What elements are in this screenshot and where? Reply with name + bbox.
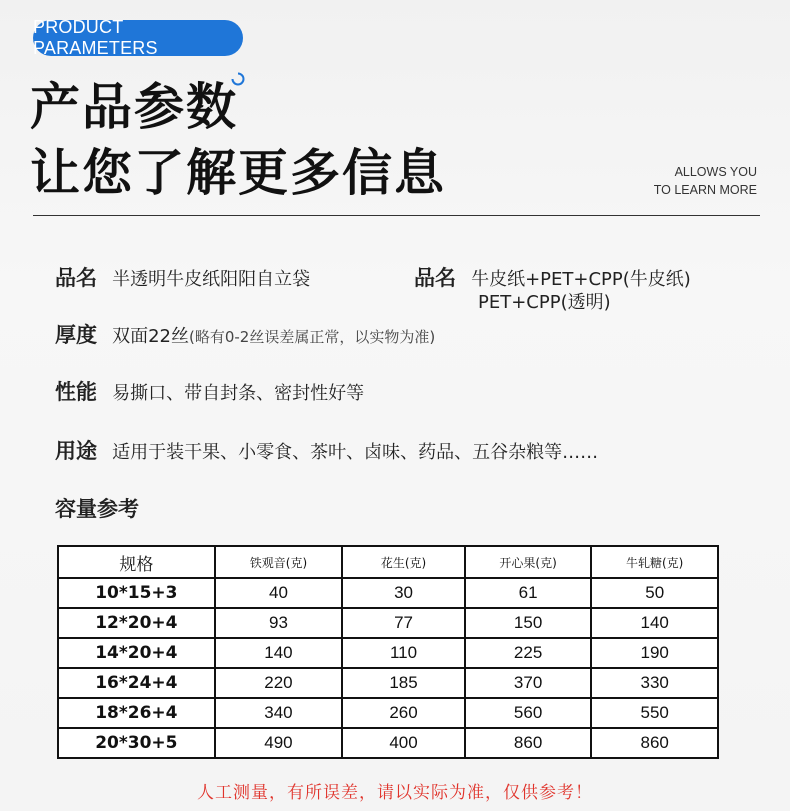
divider [33,215,760,216]
table-cell: 140 [215,638,343,668]
table-header: 规格 [58,546,215,578]
table-cell: 185 [342,668,465,698]
table-header: 花生(克) [342,546,465,578]
side-note-line2: TO LEARN MORE [653,183,757,197]
table-row [58,668,718,698]
table-cell: 10*15+3 [58,578,215,608]
param-performance [55,376,364,406]
table-row [58,728,718,758]
param-name-value: 半透明牛皮纸阳阳自立袋 [112,269,311,290]
table-header: 开心果(克) [465,546,592,578]
table-row [58,638,718,668]
param-thickness [55,319,435,349]
table-header-row [58,546,718,578]
disclaimer-text: 人工测量，有所误差，请以实际为准，仅供参考！ [197,783,593,803]
table-cell: 16*24+4 [58,668,215,698]
table-cell: 12*20+4 [58,608,215,638]
side-note-line1: ALLOWS YOU [674,165,757,179]
table-cell: 400 [342,728,465,758]
table-cell: 93 [215,608,343,638]
page-title-line2: 让您了解更多信息 [30,144,446,202]
table-cell: 30 [342,578,465,608]
param-thickness-label: 厚度 [55,323,97,347]
table-cell: 61 [465,578,592,608]
table-cell: 860 [591,728,718,758]
param-usage-value: 适用于装干果、小零食、茶叶、卤味、药品、五谷杂粮等…… [112,442,599,463]
param-material-value2: PET+CPP(透明) [478,292,611,313]
capacity-title: 容量参考 [55,497,139,521]
table-cell: 140 [591,608,718,638]
table-cell: 110 [342,638,465,668]
table-cell: 190 [591,638,718,668]
capacity-table [57,545,719,759]
table-row [58,698,718,728]
table-cell: 550 [591,698,718,728]
table-row [58,608,718,638]
table-header: 铁观音(克) [215,546,343,578]
table-cell: 150 [465,608,592,638]
section-badge: PRODUCT PARAMETERS [33,20,243,56]
table-header: 牛轧糖(克) [591,546,718,578]
param-usage [55,435,598,465]
table-cell: 50 [591,578,718,608]
param-performance-value: 易撕口、带自封条、密封性好等 [112,383,365,404]
table-cell: 370 [465,668,592,698]
param-thickness-value: 双面22丝 [112,326,189,347]
param-usage-label: 用途 [55,439,97,463]
table-cell: 560 [465,698,592,728]
param-name-label: 品名 [55,266,97,290]
table-cell: 225 [465,638,592,668]
table-cell: 860 [465,728,592,758]
table-cell: 330 [591,668,718,698]
table-cell: 220 [215,668,343,698]
table-cell: 20*30+5 [58,728,215,758]
page-title-line1: 产品参数 [30,78,238,136]
param-material-value1: 牛皮纸+PET+CPP(牛皮纸) [471,269,691,290]
table-cell: 14*20+4 [58,638,215,668]
param-name [55,262,310,292]
table-cell: 40 [215,578,343,608]
param-thickness-note: (略有0-2丝误差属正常，以实物为准) [189,328,436,346]
table-cell: 77 [342,608,465,638]
param-material-label: 品名 [414,266,456,290]
param-performance-label: 性能 [55,380,97,404]
table-cell: 340 [215,698,343,728]
table-row [58,578,718,608]
table-cell: 260 [342,698,465,728]
table-cell: 18*26+4 [58,698,215,728]
table-cell: 490 [215,728,343,758]
side-note [654,163,757,199]
